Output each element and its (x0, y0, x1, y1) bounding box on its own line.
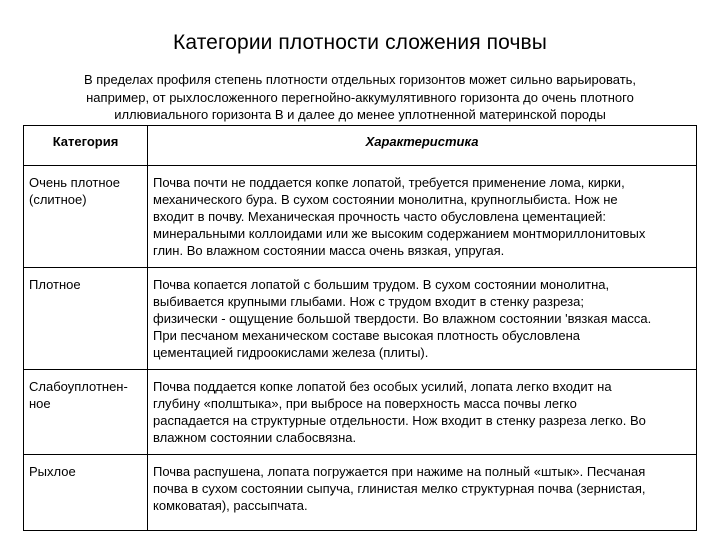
description-cell (148, 370, 697, 455)
description-cell (148, 166, 697, 268)
intro-line: например, от рыхлосложенного перегнойно-аккумулятивного горизонта до очень плотного (86, 89, 634, 105)
category-line: ное (29, 396, 51, 411)
table-header-row (24, 126, 697, 166)
category-line: Слабоуплотнен- (29, 379, 128, 394)
category-line: (слитное) (29, 192, 87, 207)
table-row (24, 166, 697, 268)
category-cell (24, 166, 148, 268)
table-row (24, 268, 697, 370)
category-line: Рыхлое (29, 464, 76, 479)
category-cell (24, 455, 148, 531)
description-cell (148, 455, 697, 531)
intro-paragraph (40, 71, 680, 124)
description-line: Почва копается лопатой с большим трудом. В сухом состоянии монолитна, (153, 277, 610, 292)
category-line: Плотное (29, 277, 81, 292)
description-line: минеральными коллоидами или же высоким содержанием монтмориллонитовых (153, 226, 646, 241)
description-line: При песчаном механическом составе высокая плотность обусловлена (153, 328, 581, 343)
description-line: влажном состоянии слабосвязна. (153, 430, 357, 445)
description-cell (148, 268, 697, 370)
page-title: Категории плотности сложения почвы (173, 31, 547, 54)
description-line: входит в почву. Механическая прочность часто обусловлена цементацией: (153, 209, 607, 224)
category-line: Очень плотное (29, 175, 120, 190)
description-line: распадается на структурные отдельности. Нож входит в стенку разреза легко. Во (153, 413, 646, 428)
description-line: механического бура. В сухом состоянии монолитна, крупноглыбиста. Нож не (153, 192, 618, 207)
description-line: глин. Во влажном состоянии масса очень вязкая, упругая. (153, 243, 505, 258)
intro-line: В пределах профиля степень плотности отдельных горизонтов может сильно варьировать, (83, 72, 637, 87)
description-line: цементацией гидроокислами железа (плиты). (153, 345, 429, 360)
description-line: Почва поддается копке лопатой без особых усилий, лопата легко входит на (153, 379, 612, 394)
density-categories-table (23, 125, 697, 531)
description-line: Почва почти не поддается копке лопатой, требуется применение лома, кирки, (153, 175, 625, 190)
description-line: Почва распушена, лопата погружается при нажиме на полный «штык». Песчаная (153, 464, 646, 479)
header-characteristic: Характеристика (148, 126, 697, 166)
table-row (24, 370, 697, 455)
description-line: глубину «полштыка», при выбросе на поверхность масса почвы легко (153, 396, 577, 411)
description-line: выбивается крупными глыбами. Нож с трудом входит в стенку разреза; (153, 294, 584, 309)
description-line: физически - ощущение большой твердости. Во влажном состоянии 'вязкая масса. (153, 311, 652, 326)
description-line: почва в сухом состоянии сыпуча, глинистая мелко структурная почва (зернистая, (153, 481, 646, 496)
table-row (24, 455, 697, 531)
description-line: комковатая), рассыпчата. (153, 498, 308, 513)
category-cell (24, 370, 148, 455)
header-category: Категория (24, 126, 148, 166)
intro-line: иллювиального горизонта В и далее до менее уплотненной материнской породы (114, 107, 606, 122)
category-cell (24, 268, 148, 370)
